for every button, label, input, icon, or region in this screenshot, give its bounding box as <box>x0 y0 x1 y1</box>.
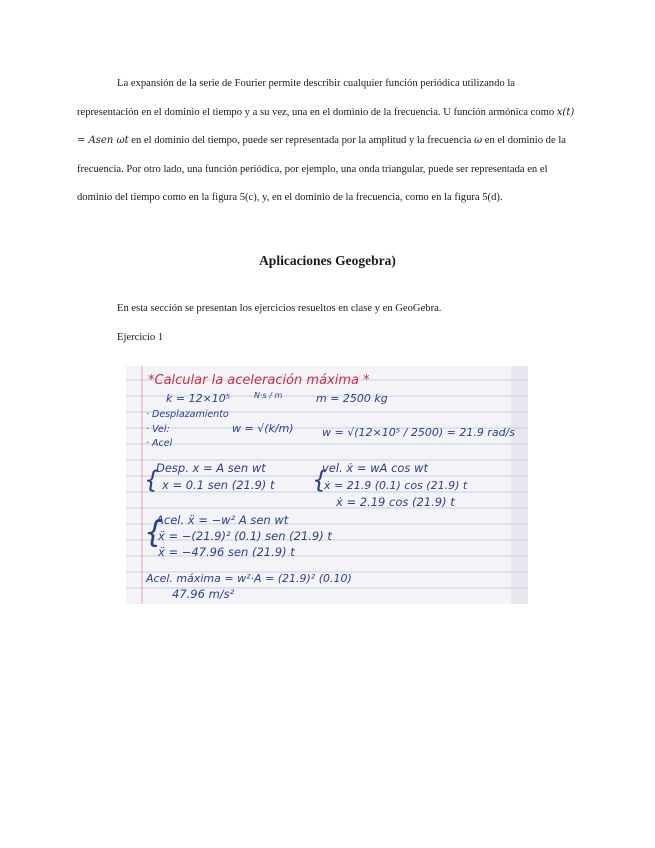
vel-equation-3: ẋ = 2.19 cos (21.9) t <box>336 495 455 509</box>
acel-equation-2: ẍ = −(21.9)² (0.1) sen (21.9) t <box>158 529 332 543</box>
list-acel: · Acel <box>146 438 173 449</box>
math-harmonic-function: x(t) = Asen ωt <box>77 106 575 146</box>
acel-equation-3: ẍ = −47.96 sen (21.9) t <box>158 545 295 559</box>
section-intro-text: En esta sección se presentan los ejercicios resueltos en clase y en GeoGebra. <box>117 303 442 314</box>
desp-equation-1: Desp. x = A sen wt <box>156 461 266 475</box>
intro-paragraph <box>77 70 577 213</box>
k-value: k = 12×10⁵ <box>166 392 231 405</box>
max-acel-equation: Acel. máxima = w²·A = (21.9)² (0.10) <box>146 572 352 585</box>
math-omega: ω <box>473 135 483 146</box>
omega-formula: w = √(k/m) <box>232 422 294 435</box>
paragraph-text-2: en el dominio del tiempo, puede ser representada por la amplitud y la frecuencia <box>128 135 474 146</box>
exercise-label: Ejercicio 1 <box>117 331 164 343</box>
paragraph-text-1: La expansión de la serie de Fourier permite describir cualquier función periódica utilizando la representación en el dominio el tiempo y a su vez, una en el dominio de la frecuencia. U función armónica como <box>77 78 557 118</box>
brace-desp: { <box>144 466 160 494</box>
mass-value: m = 2500 kg <box>316 392 388 405</box>
k-units: N·s / m <box>254 391 283 400</box>
section-intro-block <box>117 295 441 352</box>
desp-equation-2: x = 0.1 sen (21.9) t <box>162 478 275 492</box>
max-acel-result: 47.96 m/s² <box>172 587 235 601</box>
vel-equation-1: vel. ẋ = wA cos wt <box>322 461 428 475</box>
brace-vel: { <box>312 466 328 494</box>
list-desplazamiento: · Desplazamiento <box>146 409 229 420</box>
list-vel: · Vel: <box>146 424 170 435</box>
omega-calculation: w = √(12×10⁵ / 2500) = 21.9 rad/s <box>322 426 515 439</box>
paragraph-text-3: en el dominio de la frecuencia. Por otro lado, una función periódica, por ejemplo, una onda triangular, puede ser representada en el dominio del tiempo como en la figura 5(c), y, en el dominio de la frecuencia, como en la figura 5(d). <box>77 135 566 203</box>
notebook-photo <box>126 366 528 604</box>
paper-shadow <box>511 366 528 604</box>
vel-equation-2: ẋ = 21.9 (0.1) cos (21.9) t <box>324 479 468 492</box>
acel-equation-1: Acel. ẍ = −w² A sen wt <box>156 513 289 527</box>
section-heading: Aplicaciones Geogebra) <box>259 253 396 268</box>
notebook-photo-svg <box>126 366 528 604</box>
notebook-title: *Calcular la aceleración máxima * <box>148 373 370 388</box>
brace-acel: { <box>144 515 164 550</box>
